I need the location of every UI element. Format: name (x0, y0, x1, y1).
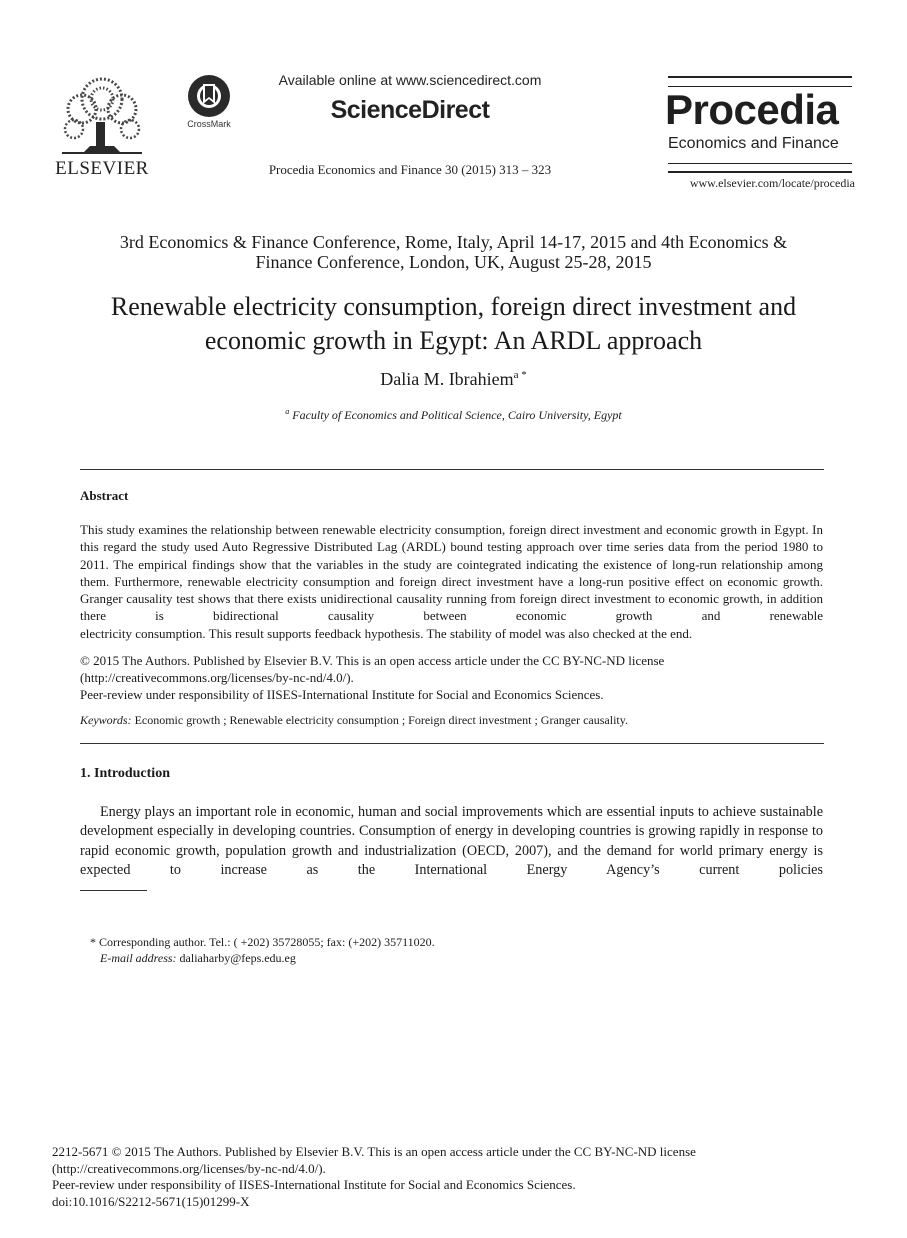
affiliation-text: Faculty of Economics and Political Science, Cairo University, Egypt (292, 408, 622, 422)
journal-reference: Procedia Economics and Finance 30 (2015) 313 – 323 (268, 162, 552, 177)
email-link[interactable]: daliaharby@feps.edu.eg (179, 951, 296, 965)
available-online-text[interactable]: Available online at www.sciencedirect.com (278, 72, 542, 88)
author-name: Dalia M. Ibrahiem (380, 369, 514, 389)
paper-title (60, 290, 847, 358)
footer-peer-review: Peer-review under responsibility of IISES-International Institute for Social and Economics Sciences. (52, 1177, 576, 1193)
abstract-text: This study examines the relationship between renewable electricity consumption, foreign direct investment and economic growth in Egypt. In this regard the study used Auto Regressive Distributed Lag (ARDL) bound testing approach over time series data from the period 1980 to 2011. The empirical findings show that the variables in the study are cointegrated indicating the existence of long-run relationship among them. Furthermore, renewable electricity consumption and foreign direct investment have a long-run positive effect on economic growth. Granger causality test shows that there exists unidirectional causality running from foreign direct investment to economic growth, in addition there is bidirectional causality between economic growth and renewable (80, 522, 823, 624)
author (60, 369, 847, 390)
keywords (80, 713, 823, 728)
affiliation-mark: a (285, 407, 290, 416)
introduction-heading: 1. Introduction (80, 766, 170, 781)
journal-url-link[interactable]: www.elsevier.com/locate/procedia (689, 176, 855, 190)
corresponding-author-note: * Corresponding author. Tel.: ( +202) 35728055; fax: (+202) 35711020. (90, 935, 435, 949)
title-line-2: economic growth in Egypt: An ARDL approach (204, 326, 703, 355)
conference-line-1: 3rd Economics & Finance Conference, Rome, Italy, April 14-17, 2015 and 4th Economics & (119, 232, 788, 252)
peer-review-line: Peer-review under responsibility of IISES-International Institute for Social and Economics Sciences. (80, 687, 604, 702)
keywords-label: Keywords: (80, 713, 132, 727)
copyright-line: © 2015 The Authors. Published by Elsevier B.V. This is an open access article under the CC BY-NC-ND license (80, 653, 665, 668)
abstract-license-block (80, 652, 823, 703)
doi[interactable]: doi:10.1016/S2212-5671(15)01299-X (52, 1193, 250, 1209)
abstract-bottom-rule (80, 743, 824, 744)
conference-line-2: Finance Conference, London, UK, August 25-28, 2015 (255, 252, 652, 272)
license-link[interactable]: (http://creativecommons.org/licenses/by-nc-nd/4.0/). (80, 670, 354, 685)
footer-license-link[interactable]: (http://creativecommons.org/licenses/by-nc-nd/4.0/). (52, 1160, 326, 1176)
affiliation (60, 407, 847, 423)
sciencedirect-wordmark[interactable]: ScienceDirect (330, 96, 490, 124)
email-note (100, 950, 296, 966)
abstract-body (80, 521, 823, 642)
procedia-bottom-rule (668, 163, 852, 173)
abstract-top-rule (80, 469, 824, 470)
introduction-body: Energy plays an important role in economic, human and social improvements which are essential inputs to achieve sustainable development especially in developing countries. Consumption of energy in developing countries is growing rapidly in response to rapid economic growth, population growth and industrialization (OECD, 2007), and the demand for world primary energy is expected to increase as the International Energy Agency’s current policies (80, 804, 823, 878)
email-label: E-mail address: (100, 951, 177, 965)
author-affiliation-mark: a * (513, 369, 527, 381)
keywords-list: Economic growth ; Renewable electricity consumption ; Foreign direct investment ; Granger causality. (134, 713, 628, 727)
procedia-subtitle: Economics and Finance (668, 135, 839, 152)
title-line-1: Renewable electricity consumption, foreign direct investment and (110, 292, 797, 321)
crossmark-label: CrossMark (187, 119, 231, 129)
procedia-wordmark: Procedia (665, 86, 839, 133)
conference-name (60, 232, 847, 272)
abstract-last-line: electricity consumption. This result supports feedback hypothesis. The stability of model was also checked at the end. (80, 625, 693, 641)
footnote-rule (80, 890, 147, 891)
footer-copyright: 2212-5671 © 2015 The Authors. Published by Elsevier B.V. This is an open access article under the CC BY-NC-ND license (52, 1144, 696, 1159)
elsevier-wordmark: ELSEVIER (55, 158, 149, 179)
abstract-heading: Abstract (80, 488, 129, 503)
page-footer (52, 1144, 812, 1210)
